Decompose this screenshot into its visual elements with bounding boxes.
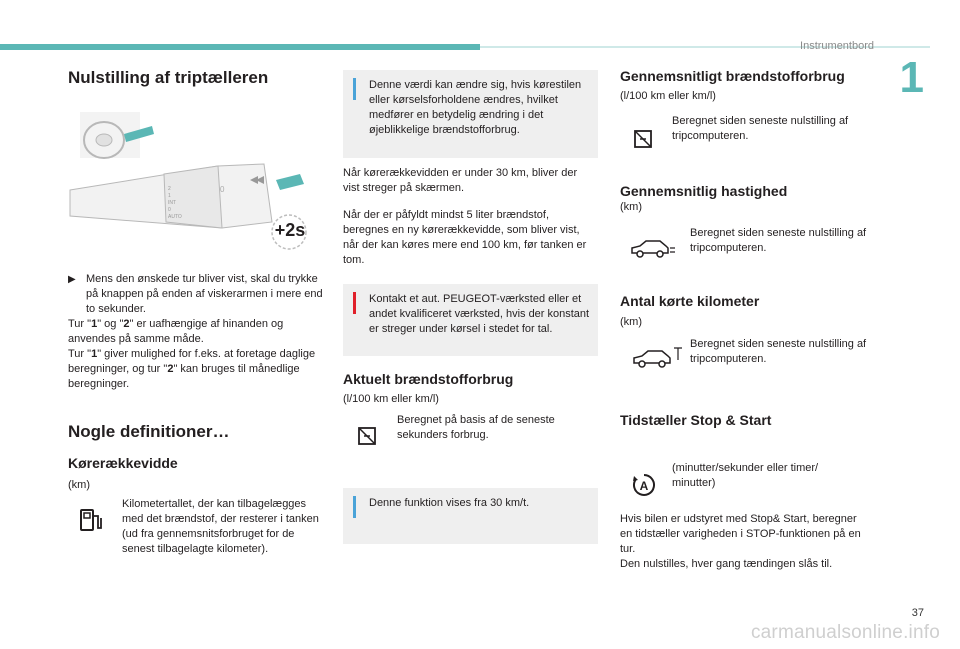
avg-fuel-title: Gennemsnitligt brændstofforbrug (620, 68, 845, 84)
warning-icon (353, 292, 356, 314)
two-seconds-badge: +2s (274, 220, 306, 240)
range-description: Kilometertallet, der kan tilbagelægges med det brændstof, der resterer i tanken (ud fra gennemsnitsforbruget for de senest tilbagelagte kilometer). (122, 498, 319, 555)
triangle-bullet-icon: ▶ (68, 274, 76, 285)
warning-note-text: Kontakt et aut. PEUGEOT-værksted eller et andet kvalificeret værksted, hvis der konstant er streger under kørsel i stedet for tal. (369, 293, 590, 335)
avg-speed-title: Gennemsnitlig hastighed (620, 183, 788, 199)
stop-start-title: Tidstæller Stop & Start (620, 412, 772, 428)
info-note-text: Denne værdi kan ændre sig, hvis kørestilen eller kørselsforholdene ændres, hvilket medfører en betydelig ændring i det øjeblikkelige brændstofforbrug. (369, 79, 582, 136)
info-note-text: Denne funktion vises fra 30 km/t. (369, 497, 530, 509)
reset-instructions (68, 272, 324, 392)
range-dashes-text: Når kørerækkevidden er under 30 km, bliver der vist streger på skærmen. (343, 167, 578, 194)
current-consumption-description: Beregnet på basis af de seneste sekunders forbrug. (397, 414, 555, 441)
info-icon (353, 496, 356, 518)
svg-text:2: 2 (168, 186, 171, 192)
car-distance-icon (630, 346, 686, 370)
stop-start-icon (631, 472, 657, 498)
info-note-consumption-change (343, 70, 598, 158)
range-title: Kørerækkevidde (68, 455, 178, 471)
instruction-bullet (68, 272, 324, 317)
warning-note-dashes (343, 284, 598, 356)
page-number: 37 (911, 607, 924, 619)
stop-start-description: Hvis bilen er udstyret med Stop& Start, beregner en tidstæller varigheden i STOP-funktionen på en tur. (620, 513, 861, 555)
watermark: carmanualsonline.info (750, 622, 940, 643)
definitions-title: Nogle definitioner… (68, 422, 230, 441)
distance-description: Beregnet siden seneste nulstilling af tripcomputeren. (690, 338, 867, 365)
chapter-number: 1 (899, 53, 924, 102)
avg-fuel-description: Beregnet siden seneste nulstilling af tripcomputeren. (672, 115, 849, 142)
avg-speed-unit: (km) (620, 201, 642, 213)
current-consumption-title: Aktuelt brændstofforbrug (343, 371, 514, 387)
fuel-pump-range-icon (78, 506, 104, 534)
stop-start-reset-text: Den nulstilles, hver gang tændingen slås til. (620, 558, 833, 570)
svg-text:0: 0 (220, 185, 225, 194)
header-accent-bar (0, 44, 480, 50)
current-consumption-unit: (l/100 km eller km/l) (343, 393, 439, 405)
trip-usage-text: Tur "1" giver mulighed for f.eks. at foretage daglige beregninger, og tur "2" kan bruges til månedlige beregninger. (68, 348, 316, 390)
info-note-speed (343, 488, 598, 544)
instruction-text: Mens den ønskede tur bliver vist, skal du trykke på knappen på enden af viskerarmen i mere end to sekunder. (86, 273, 323, 315)
refuel-text: Når der er påfyldt mindst 5 liter brændstof, beregnes en ny kørerækkevidde, som bliver vist, når der kan køres mere end 100 km, før tanken er tom. (343, 209, 587, 266)
range-unit: (km) (68, 479, 90, 491)
info-icon (353, 78, 356, 100)
svg-text:1: 1 (168, 193, 171, 199)
fuel-current-icon (356, 425, 378, 447)
svg-text:0: 0 (168, 207, 171, 213)
distance-unit: (km) (620, 316, 642, 328)
section-name: Instrumentbord (800, 40, 874, 52)
reset-trip-title: Nulstilling af triptælleren (68, 68, 269, 87)
svg-text:AUTO: AUTO (168, 214, 182, 220)
svg-text:A: A (639, 479, 649, 493)
svg-text:INT: INT (168, 200, 177, 206)
car-speed-icon (630, 238, 676, 260)
stop-start-unit: (minutter/sekunder eller timer/ minutter) (672, 462, 819, 489)
fuel-average-icon (632, 128, 654, 150)
avg-fuel-unit: (l/100 km eller km/l) (620, 90, 716, 102)
distance-title: Antal kørte kilometer (620, 293, 760, 309)
trip-independent-text: Tur "1" og "2" er uafhængige af hinanden og anvendes på samme måde. (68, 318, 284, 345)
wiper-stalk-illustration (68, 104, 318, 264)
avg-speed-description: Beregnet siden seneste nulstilling af tripcomputeren. (690, 227, 867, 254)
